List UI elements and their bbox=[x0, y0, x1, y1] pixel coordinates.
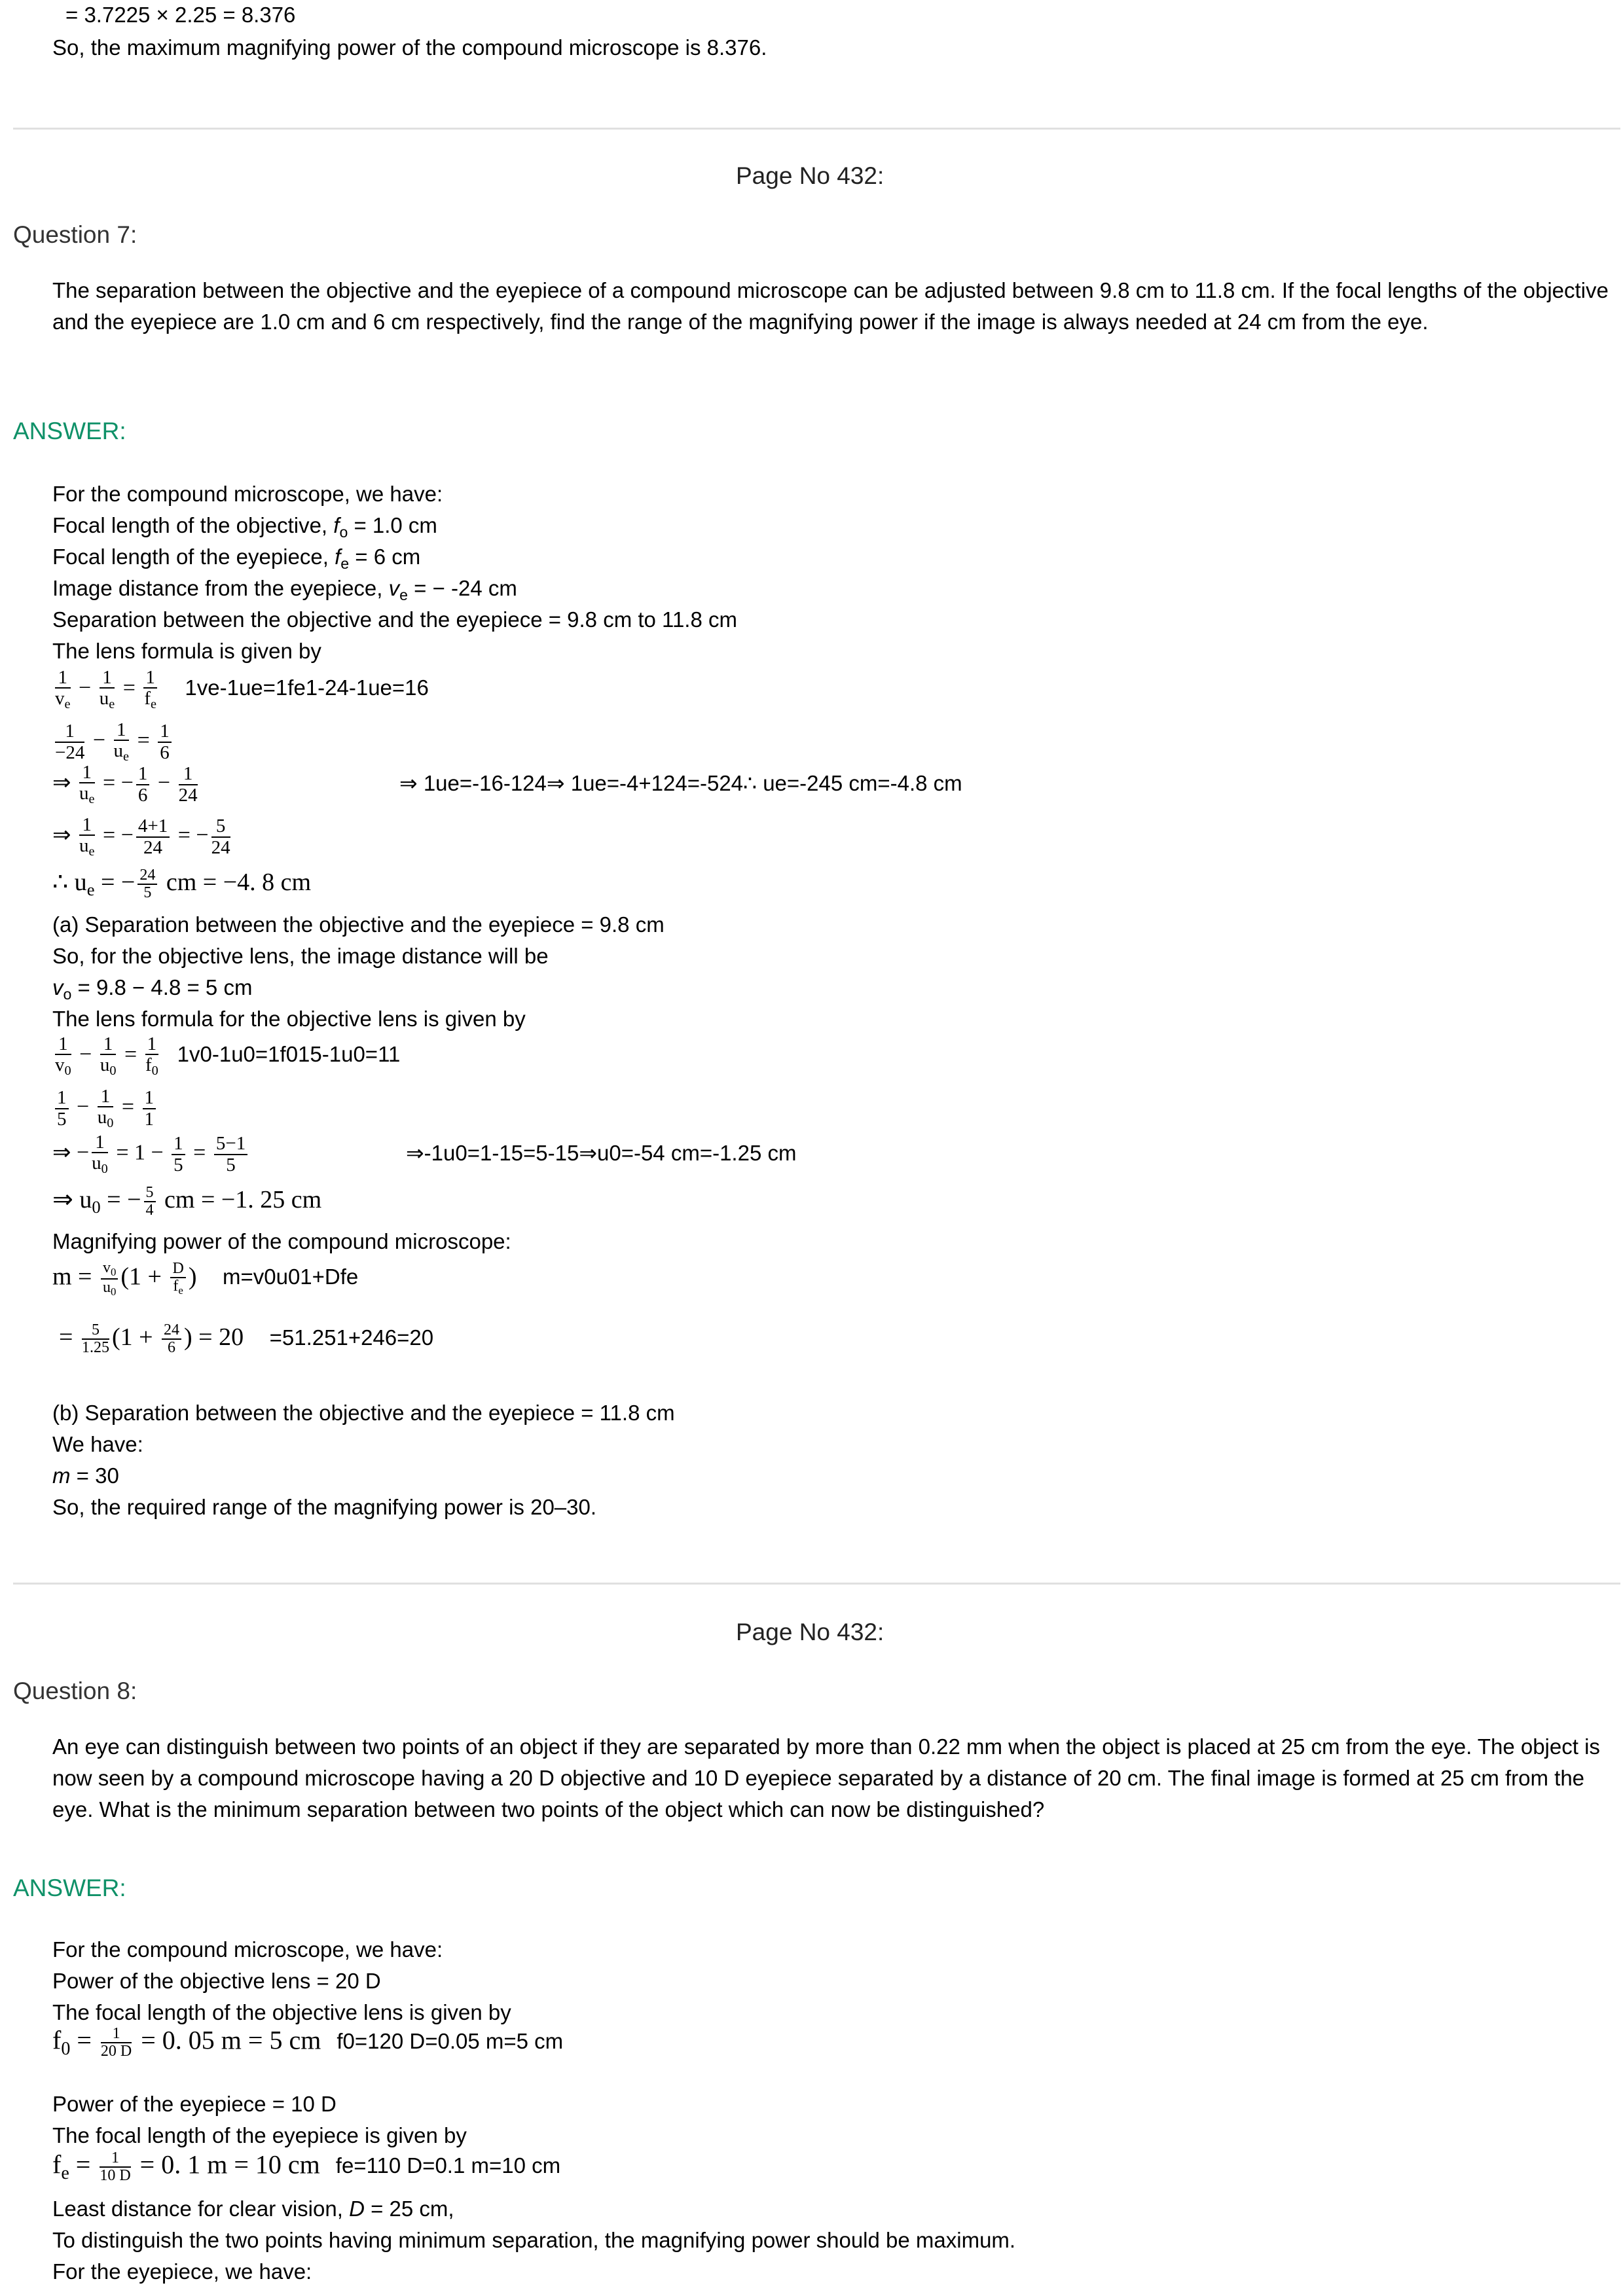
raw-objective-text: 1v0-1u0=1f015-1u0=11 bbox=[177, 1041, 401, 1066]
label: Focal length of the eyepiece, bbox=[52, 545, 335, 569]
lens-objective-line: The lens formula for the objective lens is given by bbox=[52, 1007, 526, 1031]
raw-fo-text: f0=120 D=0.05 m=5 cm bbox=[337, 2029, 564, 2054]
power-eyepiece-line: Power of the eyepiece = 10 D bbox=[52, 2092, 337, 2116]
separation-line: Separation between the objective and the eyepiece = 9.8 cm to 11.8 cm bbox=[52, 607, 737, 632]
sub: e bbox=[340, 554, 350, 572]
var: f bbox=[335, 545, 341, 569]
value: = 9.8 − 4.8 = 5 cm bbox=[71, 975, 253, 999]
we-have-line: We have: bbox=[52, 1432, 143, 1456]
prev-conclusion: So, the maximum magnifying power of the compound microscope is 8.376. bbox=[52, 35, 767, 60]
var: v bbox=[52, 975, 64, 999]
sub: o bbox=[63, 985, 72, 1003]
answer-label: ANSWER: bbox=[13, 418, 126, 444]
var: f bbox=[333, 513, 340, 537]
fo-tail: = 0. 05 m = 5 cm bbox=[141, 2025, 321, 2055]
rearranged-equation: ⇒ $\frac{1}{u_e}$ = − $\frac{1}{6}$ − $\frac{1}{24}$ bbox=[52, 762, 198, 807]
image-distance-line bbox=[52, 577, 517, 603]
conclusion-line: So, the required range of the magnifying power is 20–30. bbox=[52, 1495, 597, 1519]
sub: e bbox=[399, 586, 408, 603]
least-distance-line bbox=[52, 2198, 454, 2219]
raw-objective-solution: ⇒-1u0=1-15=5-15⇒u0=-54 cm=-1.25 cm bbox=[406, 1141, 797, 1165]
for-eyepiece-line: For the eyepiece, we have: bbox=[52, 2259, 312, 2284]
var: v bbox=[388, 576, 400, 600]
substituted-equation: $\frac{1}{-24}$ − $\frac{1}{u_e}$ = $\frac{1}{6}$ bbox=[52, 720, 174, 764]
magnifying-power-label: Magnifying power of the compound microscope: bbox=[52, 1229, 511, 1253]
value: = 25 cm, bbox=[364, 2197, 454, 2221]
raw-fe-text: fe=110 D=0.1 m=10 cm bbox=[335, 2153, 561, 2178]
label: Least distance for clear vision, bbox=[52, 2197, 350, 2221]
question-label: Question 8: bbox=[13, 1677, 137, 1704]
focal-objective-line bbox=[52, 514, 437, 540]
power-objective-line: Power of the objective lens = 20 D bbox=[52, 1969, 381, 1993]
fe-tail: = 0. 1 m = 10 cm bbox=[139, 2149, 320, 2179]
objective-image-line: So, for the objective lens, the image distance will be bbox=[52, 944, 549, 968]
m-value-line bbox=[52, 1465, 119, 1486]
raw-formula-text: 1ve-1ue=1fe1-24-1ue=16 bbox=[185, 675, 429, 700]
value: = 1.0 cm bbox=[348, 513, 437, 537]
focal-eyepiece-line bbox=[52, 546, 420, 571]
page-number: Page No 432: bbox=[736, 162, 884, 189]
lens-formula-equation: $\frac{1}{v_e}$ − $\frac{1}{u_e}$ = $\frac{1}{f_e}$ 1ve-1ue=1fe1-24-1ue=16 bbox=[55, 667, 429, 712]
uo-result: cm = −1. 25 cm bbox=[164, 1185, 322, 1213]
part-a-line: (a) Separation between the objective and the eyepiece = 9.8 cm bbox=[52, 912, 665, 937]
question-label: Question 7: bbox=[13, 221, 137, 248]
vo-line bbox=[52, 977, 252, 1002]
answer-intro: For the compound microscope, we have: bbox=[52, 482, 443, 506]
label: Image distance from the eyepiece, bbox=[52, 576, 389, 600]
prev-equation: = 3.7225 × 2.25 = 8.376 bbox=[65, 3, 296, 27]
value: = − -24 cm bbox=[407, 576, 517, 600]
fe-equation: $f_e$ = $\frac{1}{10 D}$ = 0. 1 m = 10 cm fe=110 D=0.1 m=10 cm bbox=[52, 2149, 561, 2185]
var: D bbox=[349, 2197, 365, 2221]
focal-eyepiece-label: The focal length of the eyepiece is given by bbox=[52, 2123, 467, 2147]
page-number: Page No 432: bbox=[736, 1619, 884, 1645]
magnification-value: = $\frac{5}{1.25}$ (1 + $\frac{24}{6}$ ) = 20 =51.251+246=20 bbox=[59, 1321, 434, 1357]
focal-objective-label: The focal length of the objective lens is given by bbox=[52, 2000, 511, 2024]
answer-label: ANSWER: bbox=[13, 1874, 126, 1901]
distinguish-line: To distinguish the two points having minimum separation, the magnifying power should be maximum. bbox=[52, 2228, 1016, 2252]
divider bbox=[13, 1583, 1620, 1585]
answer-intro: For the compound microscope, we have: bbox=[52, 1937, 443, 1962]
lens-formula-line: The lens formula is given by bbox=[52, 639, 321, 663]
label: Focal length of the objective, bbox=[52, 513, 334, 537]
question-text: The separation between the objective and the eyepiece of a compound microscope can be adjusted between 9.8 cm to 11.8 cm. If the focal lengths of the objective and the eyepiece are 1.0 cm and 6 cm respectively, find the range of the magnifying power if the image is always needed at 24 cm from the eye. bbox=[52, 278, 1609, 334]
question-text: An eye can distinguish between two points of an object if they are separated by more than 0.22 mm when the object is placed at 25 cm from the eye. The object is now seen by a compound microscope having a 20 D objective and 10 D eyepiece separated by a distance of 20 cm. The final image is formed at 25 cm from the eye. What is the minimum separation between two points of the object which can now be distinguished? bbox=[52, 1734, 1600, 1821]
sub: o bbox=[339, 523, 348, 541]
magnification-formula: m = $\frac{v_0}{u_0}$ (1 + $\frac{D}{f_e}$ ) m=v0u01+Dfe bbox=[52, 1259, 359, 1298]
objective-formula-equation: $\frac{1}{v_0}$ − $\frac{1}{u_0}$ = $\frac{1}{f_0}$ 1v0-1u0=1f015-1u0=11 bbox=[55, 1033, 401, 1079]
ue-result: cm = −4. 8 cm bbox=[166, 868, 312, 896]
value: = 6 cm bbox=[349, 545, 421, 569]
raw-magnification-text: m=v0u01+Dfe bbox=[222, 1265, 359, 1289]
ue-result-equation: ∴ $u_e$ = − $\frac{24}{5}$ cm = −4. 8 cm bbox=[52, 867, 312, 902]
value: = 30 bbox=[70, 1463, 119, 1488]
combined-equation: ⇒ $\frac{1}{u_e}$ = − $\frac{4+1}{24}$ = − $\frac{5}{24}$ bbox=[52, 814, 230, 859]
divider bbox=[13, 128, 1620, 130]
var: m bbox=[52, 1463, 71, 1488]
raw-solution-text: ⇒ 1ue=-16-124⇒ 1ue=-4+124=-524∴ ue=-245 cm=-4.8 cm bbox=[399, 771, 962, 795]
part-b-line: (b) Separation between the objective and the eyepiece = 11.8 cm bbox=[52, 1401, 675, 1425]
raw-magnification-value: =51.251+246=20 bbox=[269, 1325, 434, 1350]
objective-substituted-equation: $\frac{1}{5}$ − $\frac{1}{u_0}$ = $\frac{1}{1}$ bbox=[52, 1086, 158, 1131]
objective-rearranged-equation: ⇒ − $\frac{1}{u_0}$ = 1 − $\frac{1}{5}$ = $\frac{5-1}{5}$ bbox=[52, 1132, 250, 1177]
uo-result-equation: ⇒ $u_0$ = − $\frac{5}{4}$ cm = −1. 25 cm bbox=[52, 1184, 322, 1219]
fo-equation: $f_0$ = $\frac{1}{20 D}$ = 0. 05 m = 5 cm f0=120 D=0.05 m=5 cm bbox=[52, 2025, 564, 2060]
